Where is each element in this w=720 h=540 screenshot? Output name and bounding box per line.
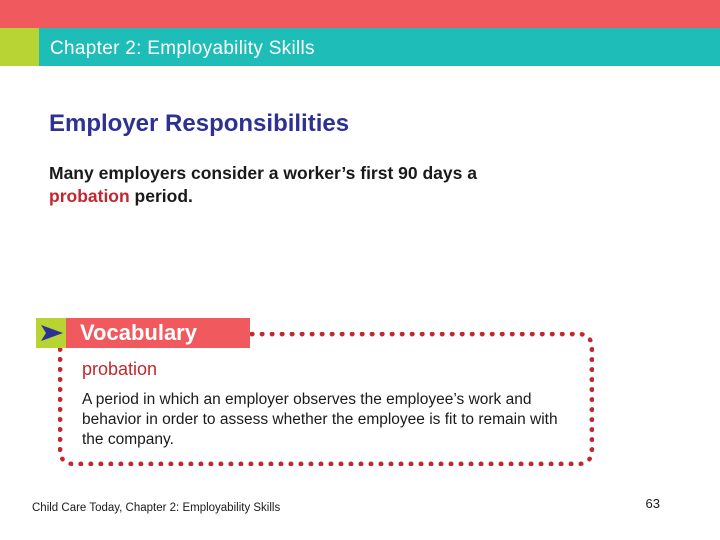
page-number: 63	[645, 496, 660, 511]
footer-book-title: Child Care Today,	[32, 502, 123, 514]
header-accent-block	[0, 28, 39, 66]
footer-credit	[32, 502, 280, 514]
chapter-title: Chapter 2: Employability Skills	[50, 38, 315, 59]
vocabulary-tab	[36, 318, 250, 348]
highlighted-term: probation	[49, 186, 130, 206]
vocabulary-definition: A period in which an employer observes the employee’s work and behavior in order to assess whether the employee is fit to remain with the company.	[82, 391, 558, 448]
vocabulary-label: Vocabulary	[80, 320, 197, 345]
footer-chapter-ref: Chapter 2: Employability Skills	[125, 502, 281, 514]
body-paragraph	[49, 162, 489, 208]
arrow-right-icon	[40, 323, 64, 343]
vocabulary-term: probation	[82, 359, 158, 379]
top-color-bar	[0, 0, 720, 28]
body-text-end: period.	[129, 186, 193, 206]
section-title: Employer Responsibilities	[49, 110, 350, 137]
body-text-start: Many employers consider a worker’s first 90 days a	[49, 163, 477, 183]
